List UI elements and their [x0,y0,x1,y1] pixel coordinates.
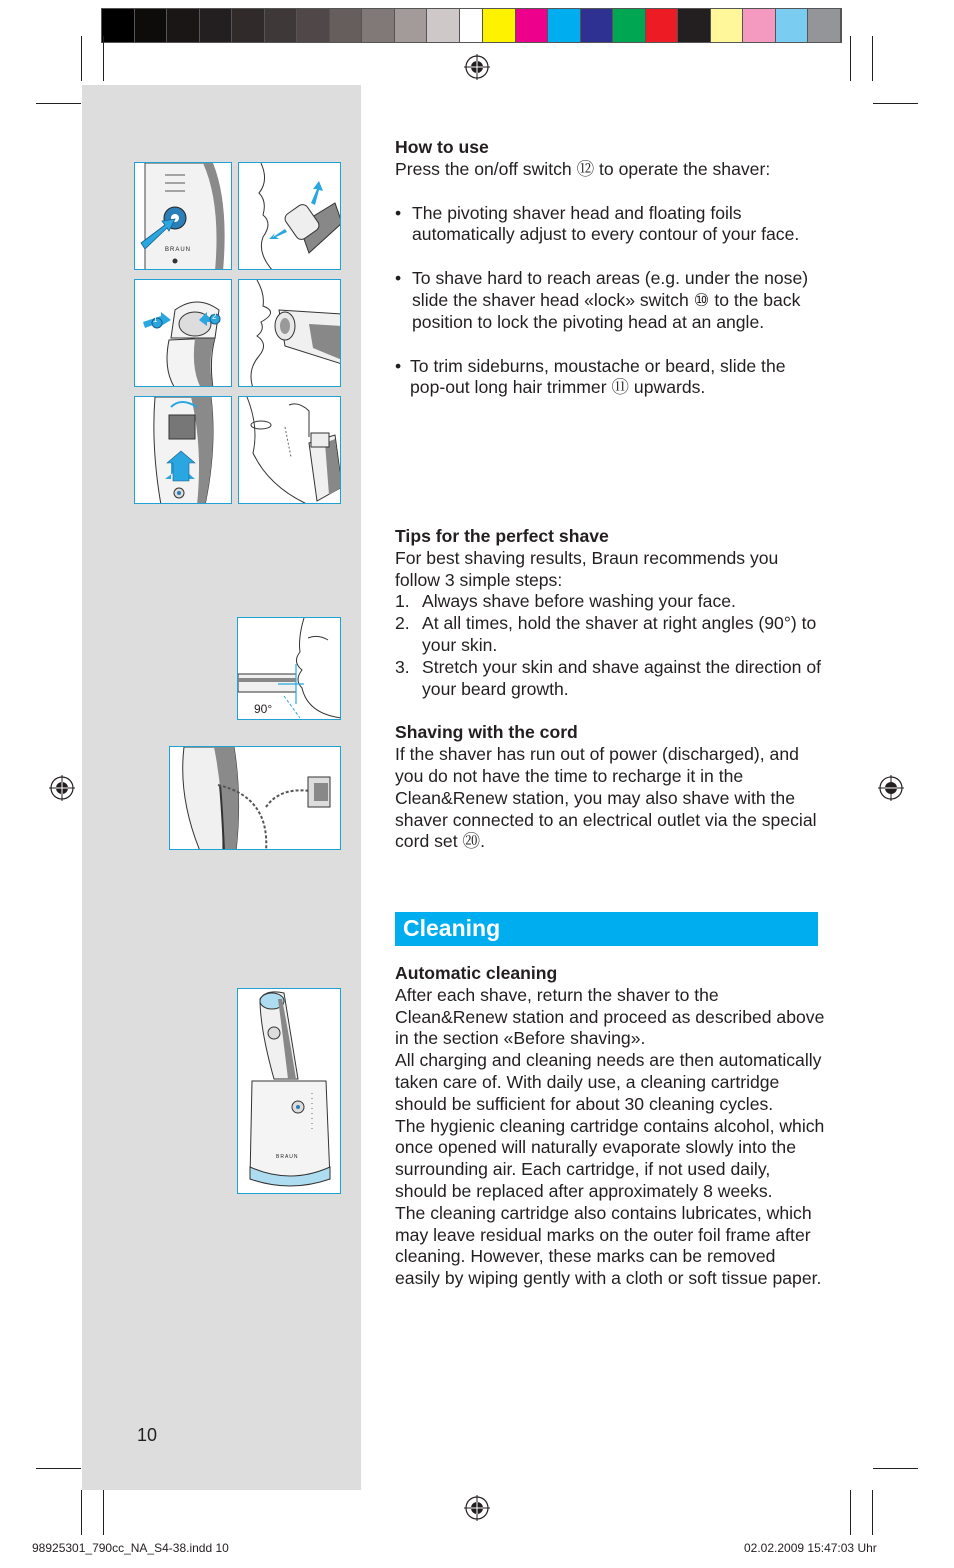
tips-section [395,526,825,853]
color-swatch [330,9,363,42]
color-swatch [232,9,265,42]
color-swatch [135,9,168,42]
registration-mark-icon [464,54,490,80]
how-to-use-heading: How to use [395,137,489,157]
color-swatch [362,9,395,42]
color-swatch [743,9,776,42]
crop-mark [873,1468,918,1469]
cord-text: If the shaver has run out of power (discharged), and you do not have the time to recharge it in the Clean&Renew station, you may also shave with the shaver connected to an electrical outlet via the special cord set ⑳. [395,744,817,852]
cleaning-heading: Automatic cleaning [395,963,558,983]
nose-shaving-illustration [239,280,341,387]
footer-timestamp: 02.02.2009 15:47:03 Uhr [744,1541,877,1555]
crop-mark [36,1468,81,1469]
registration-mark-icon [49,775,75,801]
step-label-2: 2 [212,312,217,321]
crop-mark [850,1490,851,1535]
trimmer-popout-illustration [135,397,232,504]
tips-heading: Tips for the perfect shave [395,526,609,546]
cord-connection-illustration [170,747,341,850]
color-swatch [678,9,711,42]
figure-clean-renew-station [237,988,341,1194]
color-swatch [646,9,679,42]
crop-mark [850,36,851,81]
section-title: Cleaning [403,915,501,941]
sideburn-trim-illustration [239,397,341,504]
brand-logo: BRAUN [165,247,192,253]
list-item: 1. Always shave before washing your face. [395,591,736,612]
angle-label: 90° [254,702,273,716]
figure-trimmer [134,396,232,504]
figure-cord [169,746,341,850]
crop-mark [81,36,82,81]
cleaning-section-header [395,912,818,946]
footer-filename: 98925301_790cc_NA_S4-38.indd 10 [32,1541,229,1555]
color-swatch [167,9,200,42]
figure-sideburns [238,396,341,504]
crop-mark [872,36,873,81]
how-to-use-intro: Press the on/off switch ⑫ to operate the shaver: [395,158,771,179]
figure-lock-switch [134,279,232,387]
cleaning-section [395,963,825,1290]
cleaning-paragraph: After each shave, return the shaver to the Clean&Renew station and proceed as described above in the section «Before shaving». [395,984,825,1049]
figure-on-off-switch [134,162,232,270]
tips-intro: For best shaving results, Braun recommends you follow 3 simple steps: [395,547,779,590]
crop-mark [872,1490,873,1535]
color-swatch [297,9,330,42]
shaver-front-illustration [135,163,232,270]
color-swatch [395,9,428,42]
crop-mark [36,103,81,104]
color-swatch [613,9,646,42]
crop-mark [873,103,918,104]
color-swatch [483,9,516,42]
color-swatch [102,9,135,42]
cleaning-paragraph: The cleaning cartridge also contains lubricates, which may leave residual marks on the outer foil frame after cleaning. However, these marks can be removed easily by wiping gently with a cloth or soft tissue paper. [395,1202,822,1289]
list-item: • To trim sideburns, moustache or beard, slide the pop-out long hair trimmer ⑪ upwards. [395,355,786,398]
list-item: • The pivoting shaver head and floating foils automatically adjust to every contour of your face. [395,202,800,245]
cord-heading: Shaving with the cord [395,722,578,743]
crop-mark [103,36,104,81]
crop-mark [81,1490,82,1535]
figure-pivoting-head [238,162,341,270]
color-swatch [200,9,233,42]
station-brand-logo: BRAUN [276,1154,299,1160]
crop-mark [103,1490,104,1535]
how-to-use-section [395,137,825,399]
face-shaving-illustration [239,163,341,270]
color-scale-bar [482,8,842,43]
figure-under-nose [238,279,341,387]
color-swatch [711,9,744,42]
color-swatch [516,9,549,42]
list-item: 3. Stretch your skin and shave against the direction of your beard growth. [395,656,822,699]
cleaning-paragraph: The hygienic cleaning cartridge contains alcohol, which once opened will naturally evaporate slowly into the surrounding air. Each cartridge, if not used daily, should be replaced after approximately 8 weeks. [395,1115,825,1201]
color-swatch [776,9,809,42]
color-swatch [265,9,298,42]
gray-scale-bar [101,8,493,43]
color-swatch [548,9,581,42]
registration-mark-icon [464,1495,490,1521]
list-item: 2. At all times, hold the shaver at right angles (90°) to your skin. [395,613,817,655]
color-swatch [808,9,841,42]
registration-mark-icon [878,775,904,801]
list-item: • To shave hard to reach areas (e.g. under the nose) slide the shaver head «lock» switch ⑩ to the back position to lock the pivoting head at an angle. [395,268,809,332]
cleaning-station-illustration [238,989,341,1194]
page-number: 10 [137,1425,158,1445]
color-swatch [581,9,614,42]
cleaning-paragraph: All charging and cleaning needs are then automatically taken care of. With daily use, a cleaning cartridge should be sufficient for about 30 cleaning cycles. [395,1050,822,1114]
step-label-1: 1 [153,315,158,324]
shaver-head-lock-illustration [135,280,232,387]
figure-right-angle [237,617,341,720]
color-swatch [427,9,460,42]
